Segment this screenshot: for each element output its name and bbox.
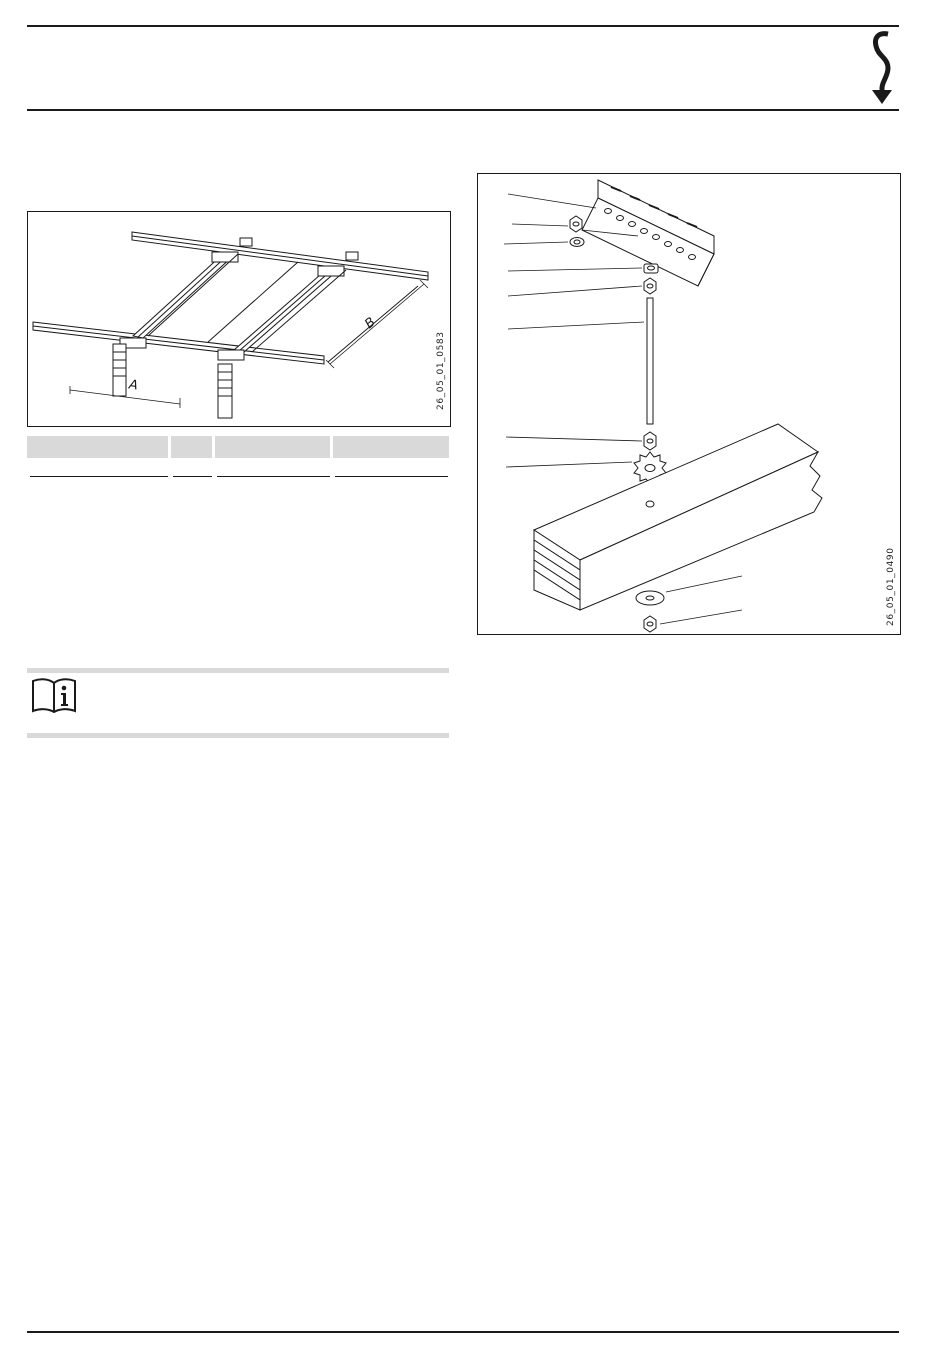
brand-s-arrow-icon (866, 30, 898, 108)
footer-rule (27, 1331, 899, 1333)
dimension-a-label: A (127, 377, 139, 394)
header-top-rule (27, 25, 899, 27)
table-row-rule-1 (30, 476, 168, 477)
figure-mounting-rails (27, 211, 451, 427)
manual-info-icon (31, 677, 77, 713)
table-header-col-3 (215, 436, 330, 458)
table-header-col-2 (171, 436, 212, 458)
table-row-rule-2 (173, 476, 212, 477)
rails-drawing (28, 212, 450, 426)
table-header-col-4 (333, 436, 449, 458)
table-header-col-1 (27, 436, 168, 458)
note-bottom-band (27, 733, 449, 738)
table-row-rule-4 (335, 476, 448, 477)
figure-code: 26_05_01_0583 (436, 331, 446, 410)
figure-exploded-fastener (477, 173, 901, 635)
header-bottom-rule (27, 109, 899, 111)
dimension-b-label: B (362, 314, 379, 333)
fastener-drawing (478, 174, 900, 634)
table-row-rule-3 (217, 476, 330, 477)
figure-code: 26_05_01_0490 (886, 547, 896, 626)
note-top-band (27, 668, 449, 673)
